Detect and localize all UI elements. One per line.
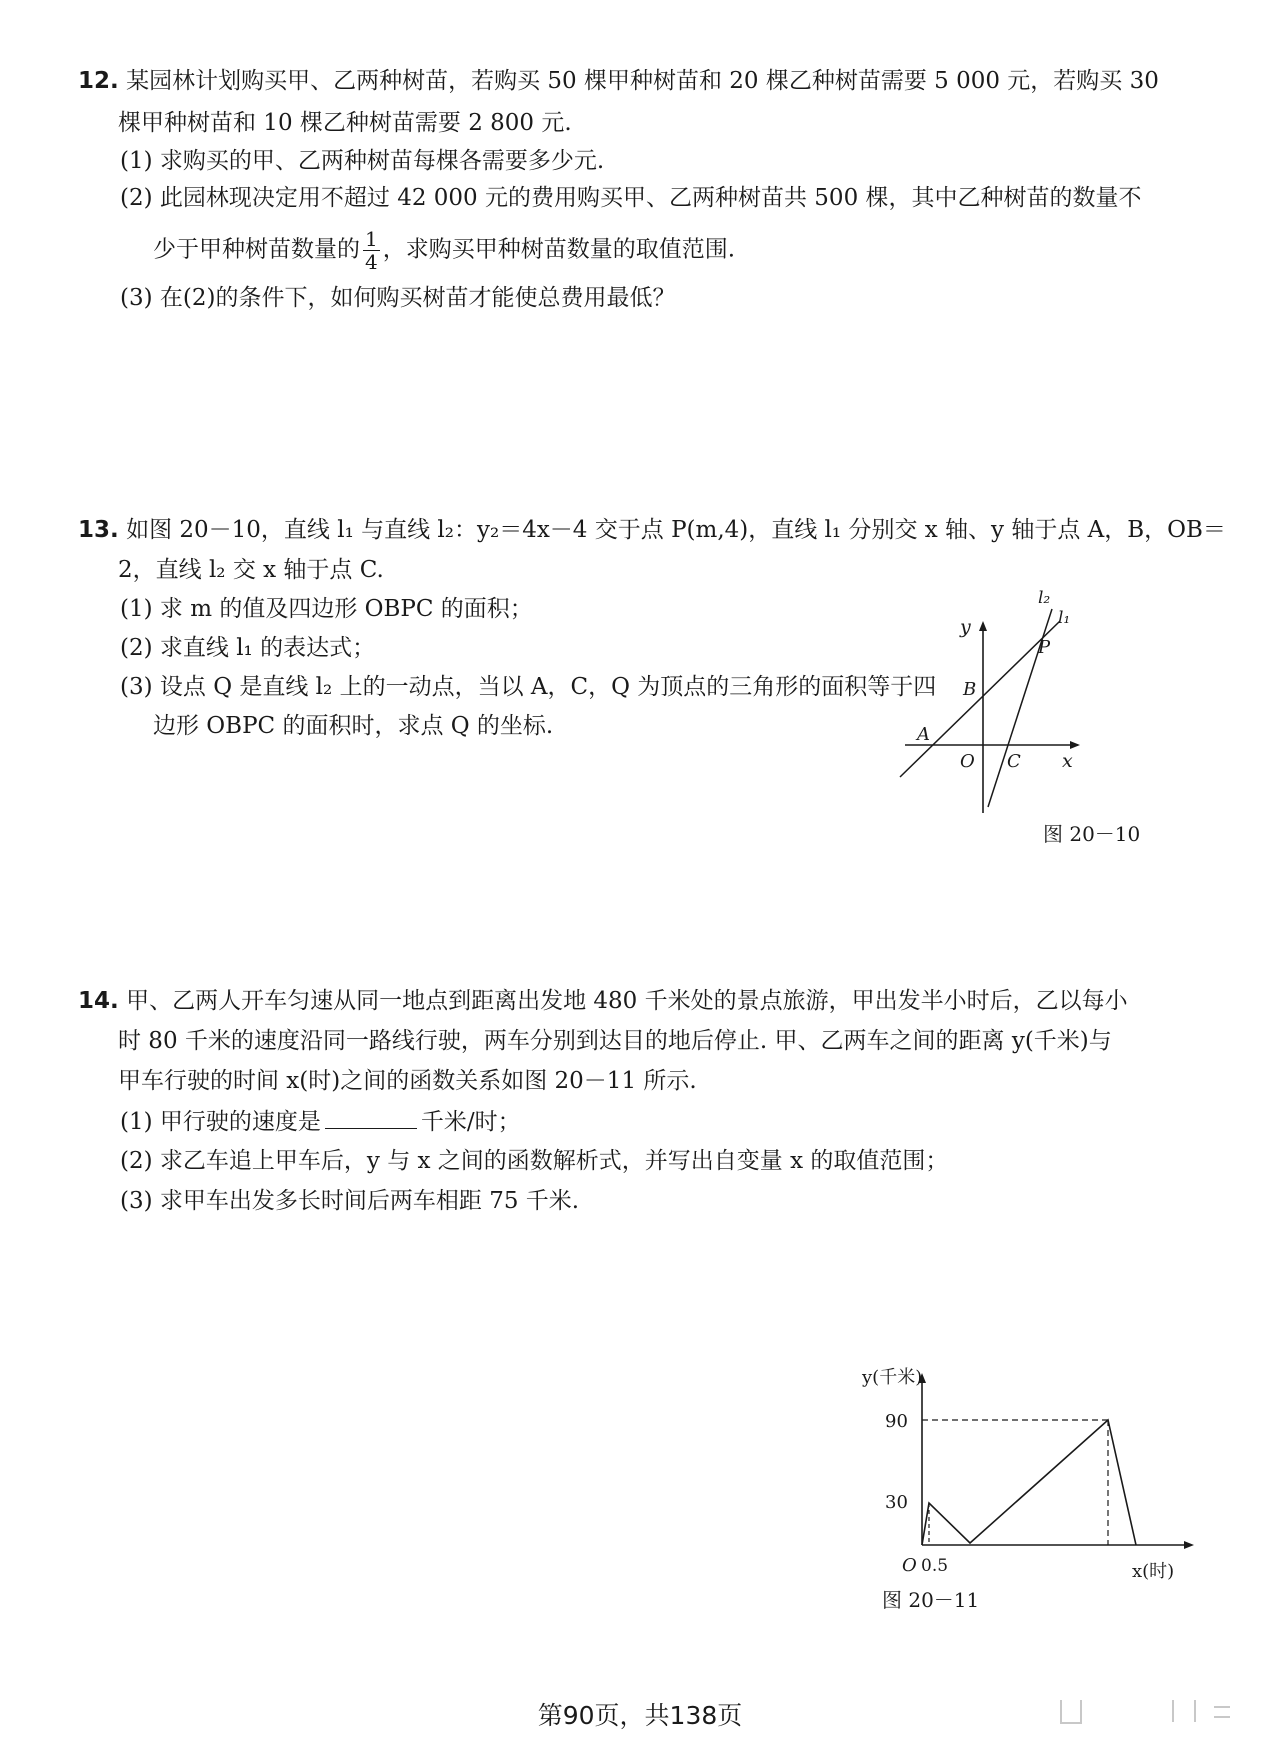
figure-20-10 xyxy=(890,585,1200,825)
question-3: (3) 求甲车出发多长时间后两车相距 75 千米. xyxy=(120,1188,580,1214)
question-1-unit: 千米/时； xyxy=(420,1109,521,1135)
label-O: O xyxy=(960,751,975,772)
tick-90: 90 xyxy=(885,1411,908,1432)
label-y-axis: y xyxy=(960,616,971,638)
label-x-axis: x xyxy=(1062,750,1073,772)
answer-blank xyxy=(325,1106,417,1129)
label-A: A xyxy=(917,724,930,745)
label-l2: l₂ xyxy=(1038,588,1051,608)
question-3: (3) 设点 Q 是直线 l₂ 上的一动点，当以 A，C，Q 为顶点的三角形的面积等于四 xyxy=(120,674,937,700)
scan-mark-icon xyxy=(1190,1700,1196,1722)
question-1 xyxy=(120,1106,521,1137)
x-axis-arrow xyxy=(1184,1541,1194,1549)
fraction-numerator: 1 xyxy=(365,227,378,251)
y-axis-label: y(千米) xyxy=(862,1367,923,1388)
scan-mark-icon xyxy=(1168,1700,1174,1722)
fraction-denominator: 4 xyxy=(365,250,378,274)
question-3: (3) 在(2)的条件下，如何购买树苗才能使总费用最低？ xyxy=(120,285,676,311)
question-1-text: (1) 甲行驶的速度是 xyxy=(120,1109,321,1135)
scan-mark-icon xyxy=(1060,1700,1082,1724)
problem-number: 13. xyxy=(78,517,119,543)
x-axis-label: x(时) xyxy=(1132,1561,1175,1582)
question-2-text: 少于甲种树苗数量的 xyxy=(153,236,360,263)
question-2: (2) 此园林现决定用不超过 42 000 元的费用购买甲、乙两种树苗共 500 棵，其中乙种树苗的数量不 xyxy=(120,185,1142,211)
label-C: C xyxy=(1007,751,1021,772)
figure-caption: 图 20－10 xyxy=(1043,822,1141,846)
label-B: B xyxy=(963,679,977,700)
problem-text: 如图 20－10，直线 l₁ 与直线 l₂：y₂＝4x－4 交于点 P(m,4)，直线 l₁ 分别交 x 轴、y 轴于点 A，B，OB＝ xyxy=(126,517,1226,543)
problem-number: 14. xyxy=(78,988,119,1014)
question-1: (1) 求购买的甲、乙两种树苗每棵各需要多少元. xyxy=(120,148,605,174)
scan-mark-icon xyxy=(1214,1706,1230,1718)
figure-caption: 图 20－11 xyxy=(882,1588,980,1612)
problem-number: 12. xyxy=(78,68,119,94)
problem-14-line1 xyxy=(78,986,1128,1016)
tick-30: 30 xyxy=(885,1492,908,1513)
problem-12-line2: 棵甲种树苗和 10 棵乙种树苗需要 2 800 元. xyxy=(118,110,572,136)
problem-13-line2: 2，直线 l₂ 交 x 轴于点 C. xyxy=(118,557,384,583)
question-2: (2) 求直线 l₁ 的表达式； xyxy=(120,635,376,661)
distance-graph xyxy=(922,1420,1136,1545)
problem-text: 甲、乙两人开车匀速从同一地点到距离出发地 480 千米处的景点旅游，甲出发半小时后，乙以每小 xyxy=(126,988,1128,1014)
fraction-one-quarter xyxy=(363,228,380,273)
question-1: (1) 求 m 的值及四边形 OBPC 的面积； xyxy=(120,596,533,622)
question-2-text-end: ，求购买甲种树苗数量的取值范围. xyxy=(382,236,736,263)
tick-05: 0.5 xyxy=(921,1556,949,1576)
problem-14-line2: 时 80 千米的速度沿同一路线行驶，两车分别到达目的地后停止. 甲、乙两车之间的距离 y(千米)与 xyxy=(118,1028,1112,1054)
y-axis-arrow xyxy=(979,621,987,631)
x-axis-arrow xyxy=(1070,741,1080,749)
question-2-continued xyxy=(153,228,735,273)
problem-12-line1 xyxy=(78,66,1159,96)
figure-20-11 xyxy=(830,1345,1210,1585)
problem-13-line1 xyxy=(78,515,1226,545)
problem-text: 某园林计划购买甲、乙两种树苗，若购买 50 棵甲种树苗和 20 棵乙种树苗需要 5 000 元，若购买 30 xyxy=(126,68,1159,94)
label-l1: l₁ xyxy=(1058,608,1071,628)
page-footer: 第90页，共138页 xyxy=(537,1701,743,1730)
question-3-continued: 边形 OBPC 的面积时，求点 Q 的坐标. xyxy=(153,713,554,739)
label-P: P xyxy=(1038,637,1051,658)
line-l1 xyxy=(900,621,1060,777)
origin-label: O xyxy=(902,1555,917,1576)
problem-14-line3: 甲车行驶的时间 x(时)之间的函数关系如图 20－11 所示. xyxy=(118,1068,697,1094)
question-2: (2) 求乙车追上甲车后，y 与 x 之间的函数解析式，并写出自变量 x 的取值范围； xyxy=(120,1148,949,1174)
